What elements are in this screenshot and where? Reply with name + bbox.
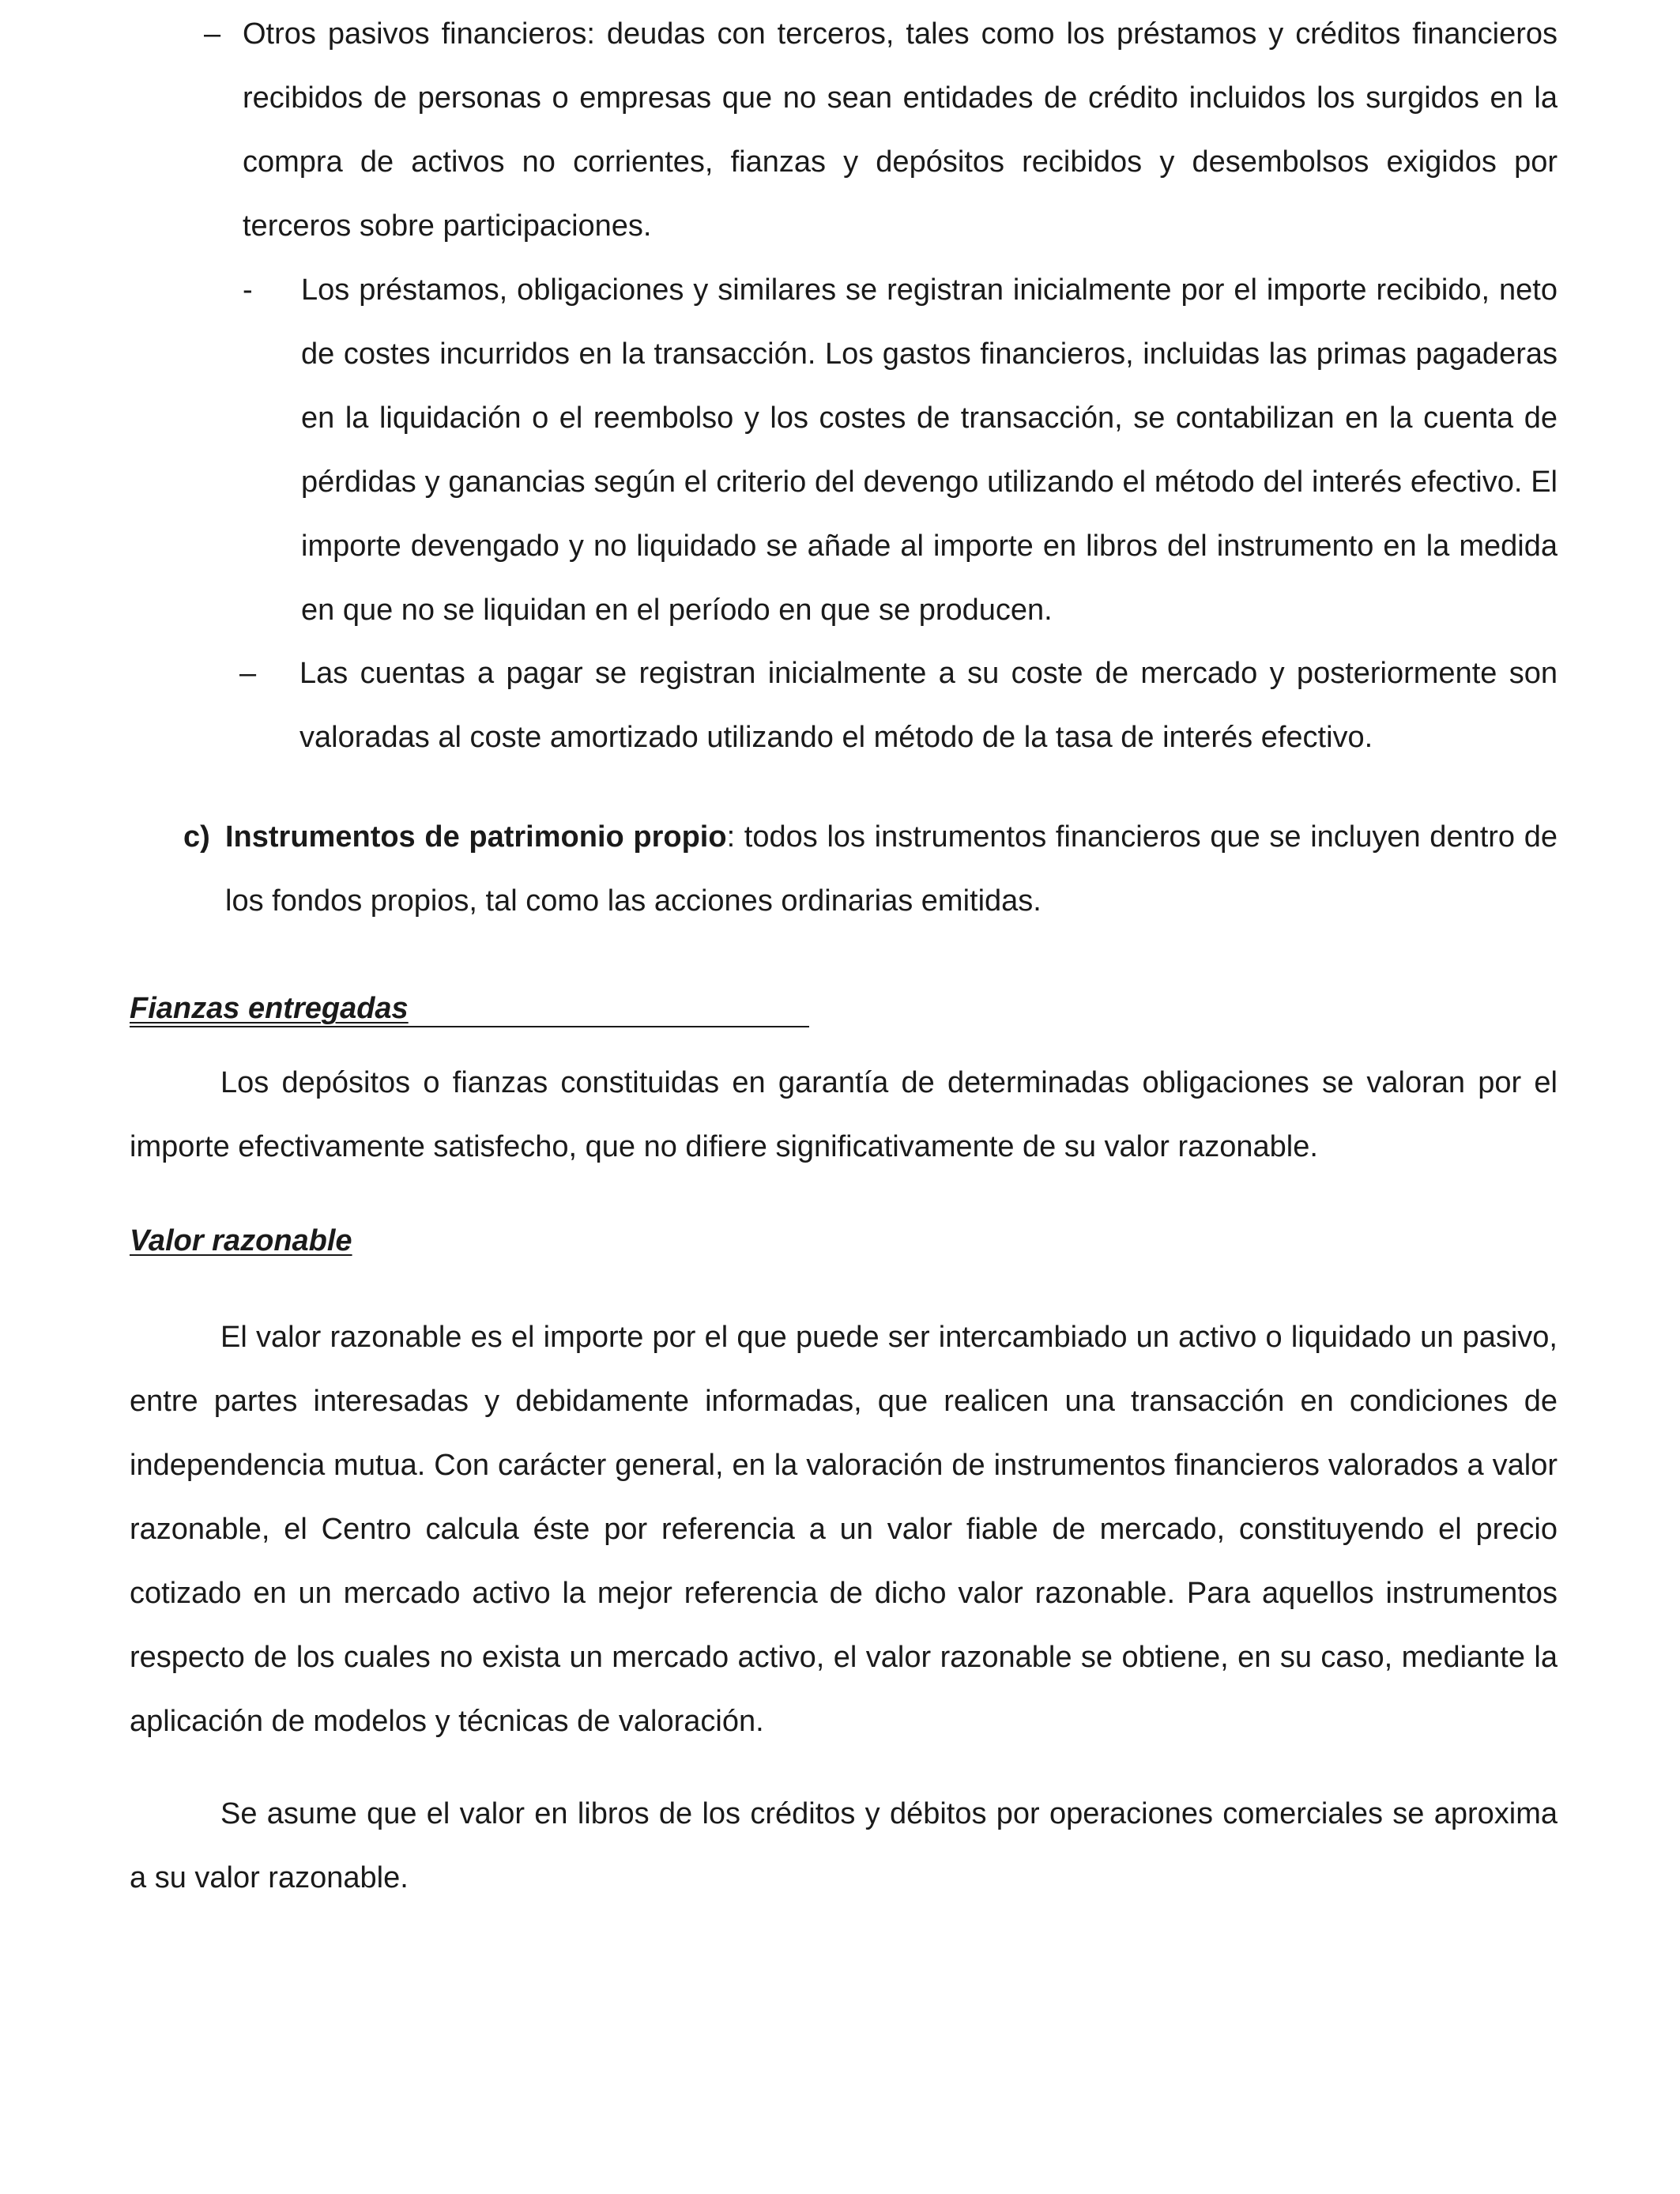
list-item-prestamos: Los préstamos, obligaciones y similares se registran inicialmente por el importe recibido, neto de costes incurridos en la transacción. Los gastos financieros, incluidas las primas pagaderas en la liquidación o el reembolso y los costes de transacción, se contabilizan en la cuenta de pérdidas y ganancias según el criterio del devengo utilizando el método del interés efectivo. El importe devengado y no liquidado se añade al importe en libros del instrumento en la medida en que no se liquidan en el período en que se producen. bbox=[301, 273, 1558, 627]
list-marker-dash: – bbox=[204, 17, 221, 51]
paragraph-valor-razonable-1: El valor razonable es el importe por el que puede ser intercambiado un activo o liquidado un pasivo, entre partes interesadas y debidamente informadas, que realicen una transacción en condiciones de independencia mutua. Con carácter general, en la valoración de instrumentos financieros valorados a valor razonable, el Centro calcula éste por referencia a un valor fiable de mercado, constituyendo el precio cotizado en un mercado activo la mejor referencia de dicho valor razonable. Para aquellos instrumentos respecto de los cuales no exista un mercado activo, el valor razonable se obtiene, en su caso, mediante la aplicación de modelos y técnicas de valoración. bbox=[130, 1321, 1558, 1738]
list-item-otros-pasivos: Otros pasivos financieros: deudas con terceros, tales como los préstamos y créditos financieros recibidos de personas o empresas que no sean entidades de crédito incluidos los surgidos en la compra de activos no corrientes, fianzas y depósitos recibidos y desembolsos exigidos por terceros sobre participaciones. bbox=[243, 17, 1558, 243]
list-item-cuentas-pagar: Las cuentas a pagar se registran inicialmente a su coste de mercado y posteriormente son valoradas al coste amortizado utilizando el método de la tasa de interés efectivo. bbox=[299, 657, 1558, 754]
heading-underline-rule bbox=[130, 1026, 809, 1027]
list-item-instrumentos-patrimonio bbox=[225, 805, 1558, 933]
list-marker-dash: – bbox=[239, 657, 257, 690]
paragraph-valor-razonable-2: Se asume que el valor en libros de los créditos y débitos por operaciones comerciales se aproxima a su valor razonable. bbox=[130, 1797, 1558, 1894]
section-heading-fianzas: Fianzas entregadas bbox=[130, 992, 409, 1025]
list-marker-letter: c) bbox=[183, 820, 210, 854]
term-label: Instrumentos de patrimonio propio bbox=[225, 820, 727, 854]
paragraph-fianzas: Los depósitos o fianzas constituidas en garantía de determinadas obligaciones se valoran por el importe efectivamente satisfecho, que no difiere significativamente de su valor razonable. bbox=[130, 1066, 1558, 1163]
list-marker-hyphen: - bbox=[243, 273, 253, 307]
term-description: : todos los instrumentos financieros que se incluyen dentro de los fondos propios, tal como las acciones ordinarias emitidas. bbox=[225, 820, 1558, 918]
section-heading-valor-razonable: Valor razonable bbox=[130, 1224, 352, 1257]
